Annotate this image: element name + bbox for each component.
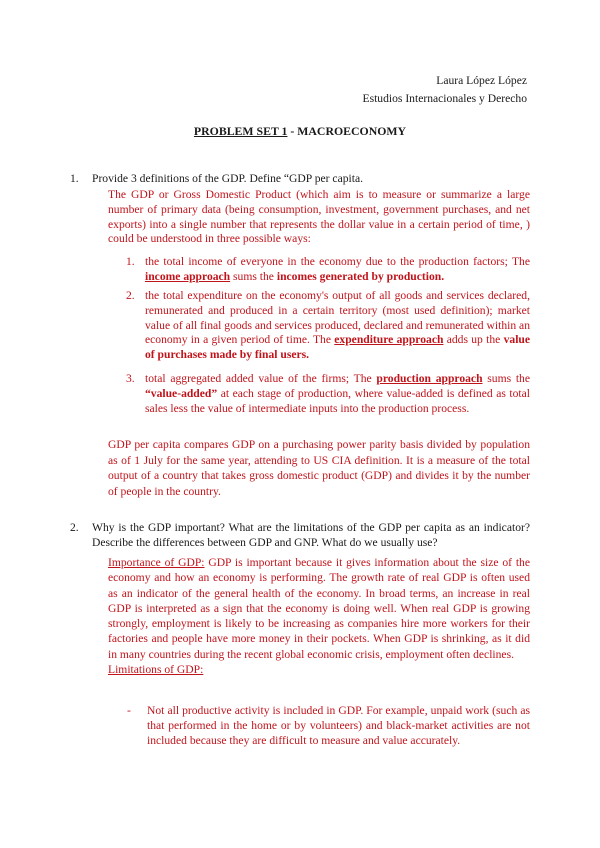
question-2 [70, 520, 530, 550]
q2-limitation-1 [127, 703, 530, 748]
q1-item-1-approach: income approach [145, 269, 231, 283]
q2-importance-label: Importance of GDP: [108, 556, 205, 569]
q1-item-3-number: 3. [126, 372, 135, 385]
q1-item-2-text: the total expenditure on the economy's output of all goods and services declared, remunerated and produced in a certain territory (most used definition); market value of all final goods and services produced, declared and remunerated within an economy in a given period of time. The [145, 289, 530, 347]
q1-item-2 [126, 289, 531, 363]
page-title [0, 124, 600, 138]
author-program: Estudios Internacionales y Derecho [362, 92, 527, 105]
q1-intro: The GDP or Gross Domestic Product (which aim is to measure or summarize a large number of primary data (being consumption, investment, government purchases, and net exports) into a single number that represents the dollar value in a certain period of time, ) could be understood in three possible ways: [108, 188, 530, 246]
q2-importance [108, 555, 530, 677]
q1-item-1-text-b: sums the [230, 269, 277, 283]
q1-item-1-bold: incomes generated by production. [276, 269, 445, 283]
q1-item-2-number: 2. [126, 289, 135, 302]
q1-item-2-approach: expenditure approach [334, 333, 444, 347]
q1-item-3-bold: “value-added” [145, 386, 218, 400]
q1-item-3-text: total aggregated added value of the firms; The [145, 372, 377, 385]
question-2-text: Why is the GDP important? What are the limitations of the GDP per capita as an indicator? Describe the differences between GDP and GNP. What do we usually use? [92, 521, 530, 549]
q1-item-3 [126, 372, 530, 416]
q1-per-capita: GDP per capita compares GDP on a purchasing power parity basis divided by population as of 1 July for the same year, attending to US CIA definition. It is a measure of the total output of a country that takes gross domestic product (GDP) and divides it by the number of people in the country. [108, 438, 530, 498]
question-2-number: 2. [70, 521, 79, 534]
question-1 [70, 171, 530, 186]
q2-limitations-label: Limitations of GDP: [108, 663, 204, 677]
author-name: Laura López López [436, 74, 527, 87]
q2-limitation-1-text: Not all productive activity is included in GDP. For example, unpaid work (such as that performed in the home or by volunteers) and black-market activities are not included because they are difficult to measure and value accurately. [147, 704, 530, 747]
q1-item-2-bold: value of purchases made by final users. [145, 333, 531, 362]
title-rest: - MACROECONOMY [287, 124, 407, 138]
q1-item-3-text-b: sums the [482, 372, 530, 385]
question-1-text: Provide 3 definitions of the GDP. Define “GDP per capita. [92, 172, 363, 185]
title-underlined: PROBLEM SET 1 [193, 124, 288, 138]
q1-item-3-approach: production approach [376, 372, 483, 385]
q1-item-2-text-b: adds up the [443, 333, 504, 347]
q1-item-1-number: 1. [126, 255, 135, 268]
q1-item-1-text: the total income of everyone in the economy due to the production factors; The [145, 255, 530, 268]
author-block [362, 72, 527, 108]
q2-importance-text: GDP is important because it gives information about the size of the economy and how an economy is performing. The growth rate of real GDP is often used as an indicator of the general health of the economy. In broad terms, an increase in real GDP is interpreted as a sign that the economy is doing well. When real GDP is growing strongly, employment is likely to be increasing as companies hire more workers for their factories and people have more money in their pockets. When GDP is shrinking, as it did in many countries during the recent global economic crisis, employment often declines. [108, 556, 530, 661]
q2-limitation-1-dash: - [127, 704, 131, 717]
question-1-number: 1. [70, 172, 79, 185]
q1-item-3-text-c: at each stage of production, where value-added is defined as total sales less the value of intermediate inputs into the production process. [145, 386, 530, 415]
q1-item-1 [126, 255, 530, 285]
